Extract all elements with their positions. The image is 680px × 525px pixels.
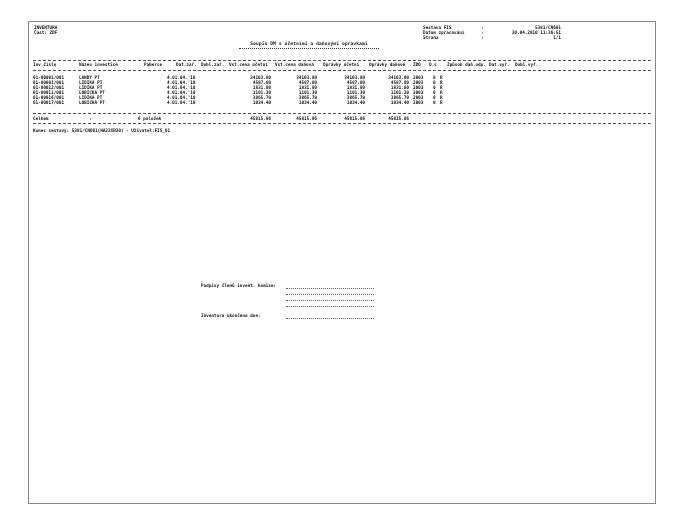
signature-line [286,294,374,295]
table-cell-zp: R [440,91,443,96]
inventory-end-date-label: Inventura ukončena dne: [201,314,261,319]
header-label-datum: Datum zpracování [423,31,465,36]
table-cell-opr-uc: 34103.80 [344,76,365,81]
table-cell-name: LOBICKA PT [79,91,105,96]
table-cell-date: 4.01.04.'10 [167,96,196,101]
table-cell-zdo: 2003 [413,76,424,81]
total-opr-dan: 45815.86 [388,117,409,122]
table-cell-vst-dan: 4587.80 [298,81,317,86]
header-value-sestava: 5381/CN601 [535,26,561,31]
report-sheet [28,21,656,504]
table-cell-inv: 01-00016/001 [33,96,65,101]
table-cell-inv: 01-00001/001 [33,81,65,86]
table-cell-vst-dan: 34103.80 [296,76,317,81]
table-cell-date: 4.01.04.'10 [167,91,196,96]
table-cell-date: 4.01.04.'10 [167,76,196,81]
table-cell-zp: R [440,86,443,91]
table-cell-date: 4.01.04.'10 [167,86,196,91]
table-cell-inv: 01-00017/001 [33,101,65,106]
table-cell-os: 0 [433,81,436,86]
col-inv-cislo: Inv.číslo [33,63,57,68]
header-sep: : [481,31,484,36]
table-cell-opr-dan: 3865.70 [390,96,409,101]
table-cell-name: LOBICKA PT [79,101,105,106]
table-cell-name: LANDY PT [79,76,100,81]
table-cell-inv: 01-00001/001 [33,76,65,81]
col-zpusob: Způsob daň.odp. [447,63,486,68]
totals-count: 6 položek [138,117,162,122]
totals-rule-bottom [33,123,651,124]
table-cell-zdo: 2003 [413,81,424,86]
header-sep: : [481,36,484,41]
table-cell-zdo: 2003 [413,101,424,106]
col-nazev: Název investice [79,63,118,68]
table-cell-date: 4.01.04.'10 [167,81,196,86]
col-dat-zar: Dat.zař. [176,63,197,68]
table-cell-os: 0 [433,96,436,101]
col-os: O.s [429,63,437,68]
table-cell-os: 0 [433,76,436,81]
table-cell-opr-uc: 3865.70 [346,96,365,101]
totals-label: Celkem [33,117,49,122]
col-dat-vyr: Dat.vyř. [489,63,510,68]
col-opravky-ucetni: Oprávky účetní [323,63,360,68]
col-dobl-zar: Dobl.zař. [201,63,225,68]
report-part: Čast: ZDF [34,31,58,36]
col-vst-cena-danova: Vst.cena daňová [275,63,314,68]
header-label-sestava: Sestava FIS [423,26,452,31]
header-value-strana: 1/1 [553,36,561,41]
total-vst-uc: 45815.86 [250,117,271,122]
totals-rule-top [33,113,651,114]
col-vst-cena-ucetni: Vst.cena účetní [229,63,268,68]
table-cell-zdo: 2003 [413,96,424,101]
table-cell-opr-dan: 1831.80 [390,86,409,91]
table-cell-date: 4.01.04.'10 [167,101,196,106]
table-cell-zp: R [440,101,443,106]
table-cell-vst-uc: 34103.80 [250,76,271,81]
header-label-strana: Strana [423,36,439,41]
signature-line [286,306,374,307]
table-cell-vst-dan: 1034.40 [298,101,317,106]
table-cell-os: 0 [433,101,436,106]
table-cell-opr-dan: 1034.40 [390,101,409,106]
signatures-label: Podpisy členů invent. komise: [201,284,277,289]
header-sep: : [481,26,484,31]
report-end-note: Konec sestavy: 5381/CN601(HA23XB30) - Uživatel:FIS_01 [33,129,171,134]
header-rule-bottom [33,70,651,71]
table-cell-zp: R [440,81,443,86]
table-cell-vst-uc: 1034.40 [252,101,271,106]
table-cell-opr-dan: 4587.80 [390,81,409,86]
total-opr-uc: 45815.86 [344,117,365,122]
table-cell-opr-dan: 1101.30 [390,91,409,96]
report-title: Soupis DM s účetními a daňovými opravkami [250,42,368,47]
table-cell-vst-uc: 1101.30 [252,91,271,96]
table-cell-inv: 01-00011/001 [33,91,65,96]
header-value-datum: 30.04.2010 11:36:51 [511,31,561,36]
header-rule-top [33,60,651,61]
table-cell-zdo: 2003 [413,86,424,91]
signature-line [286,288,374,289]
table-cell-vst-dan: 1831.80 [298,86,317,91]
table-cell-zp: R [440,96,443,101]
table-cell-os: 0 [433,86,436,91]
table-cell-vst-uc: 1831.80 [252,86,271,91]
table-cell-vst-uc: 3865.70 [252,96,271,101]
report-name: INVENTURA [34,26,58,31]
table-cell-name: LIDIKA PT [79,81,103,86]
table-cell-opr-uc: 1831.80 [346,86,365,91]
date-line [286,318,374,319]
col-zdo: ZDO [413,63,421,68]
table-cell-name: LIDIKA PT [79,96,103,101]
title-underline [239,48,379,49]
totals-sep: : [89,117,92,122]
table-cell-os: 0 [433,91,436,96]
table-cell-name: LIDIKA PT [79,86,103,91]
col-dobl-vyr: Dobl.vyř. [515,63,539,68]
signature-line [286,300,374,301]
table-cell-inv: 01-00012/001 [33,86,65,91]
total-vst-dan: 45815.86 [296,117,317,122]
table-cell-vst-dan: 1101.30 [298,91,317,96]
table-cell-opr-uc: 1034.40 [346,101,365,106]
table-cell-zp: R [440,76,443,81]
table-cell-opr-uc: 4587.80 [346,81,365,86]
col-opravky-danove: Oprávky daňové [369,63,406,68]
table-cell-zdo: 2003 [413,91,424,96]
table-cell-opr-uc: 1101.30 [346,91,365,96]
col-paberce: Paberce [144,63,163,68]
table-cell-opr-dan: 34103.80 [388,76,409,81]
table-cell-vst-dan: 3865.70 [298,96,317,101]
table-cell-vst-uc: 4587.80 [252,81,271,86]
